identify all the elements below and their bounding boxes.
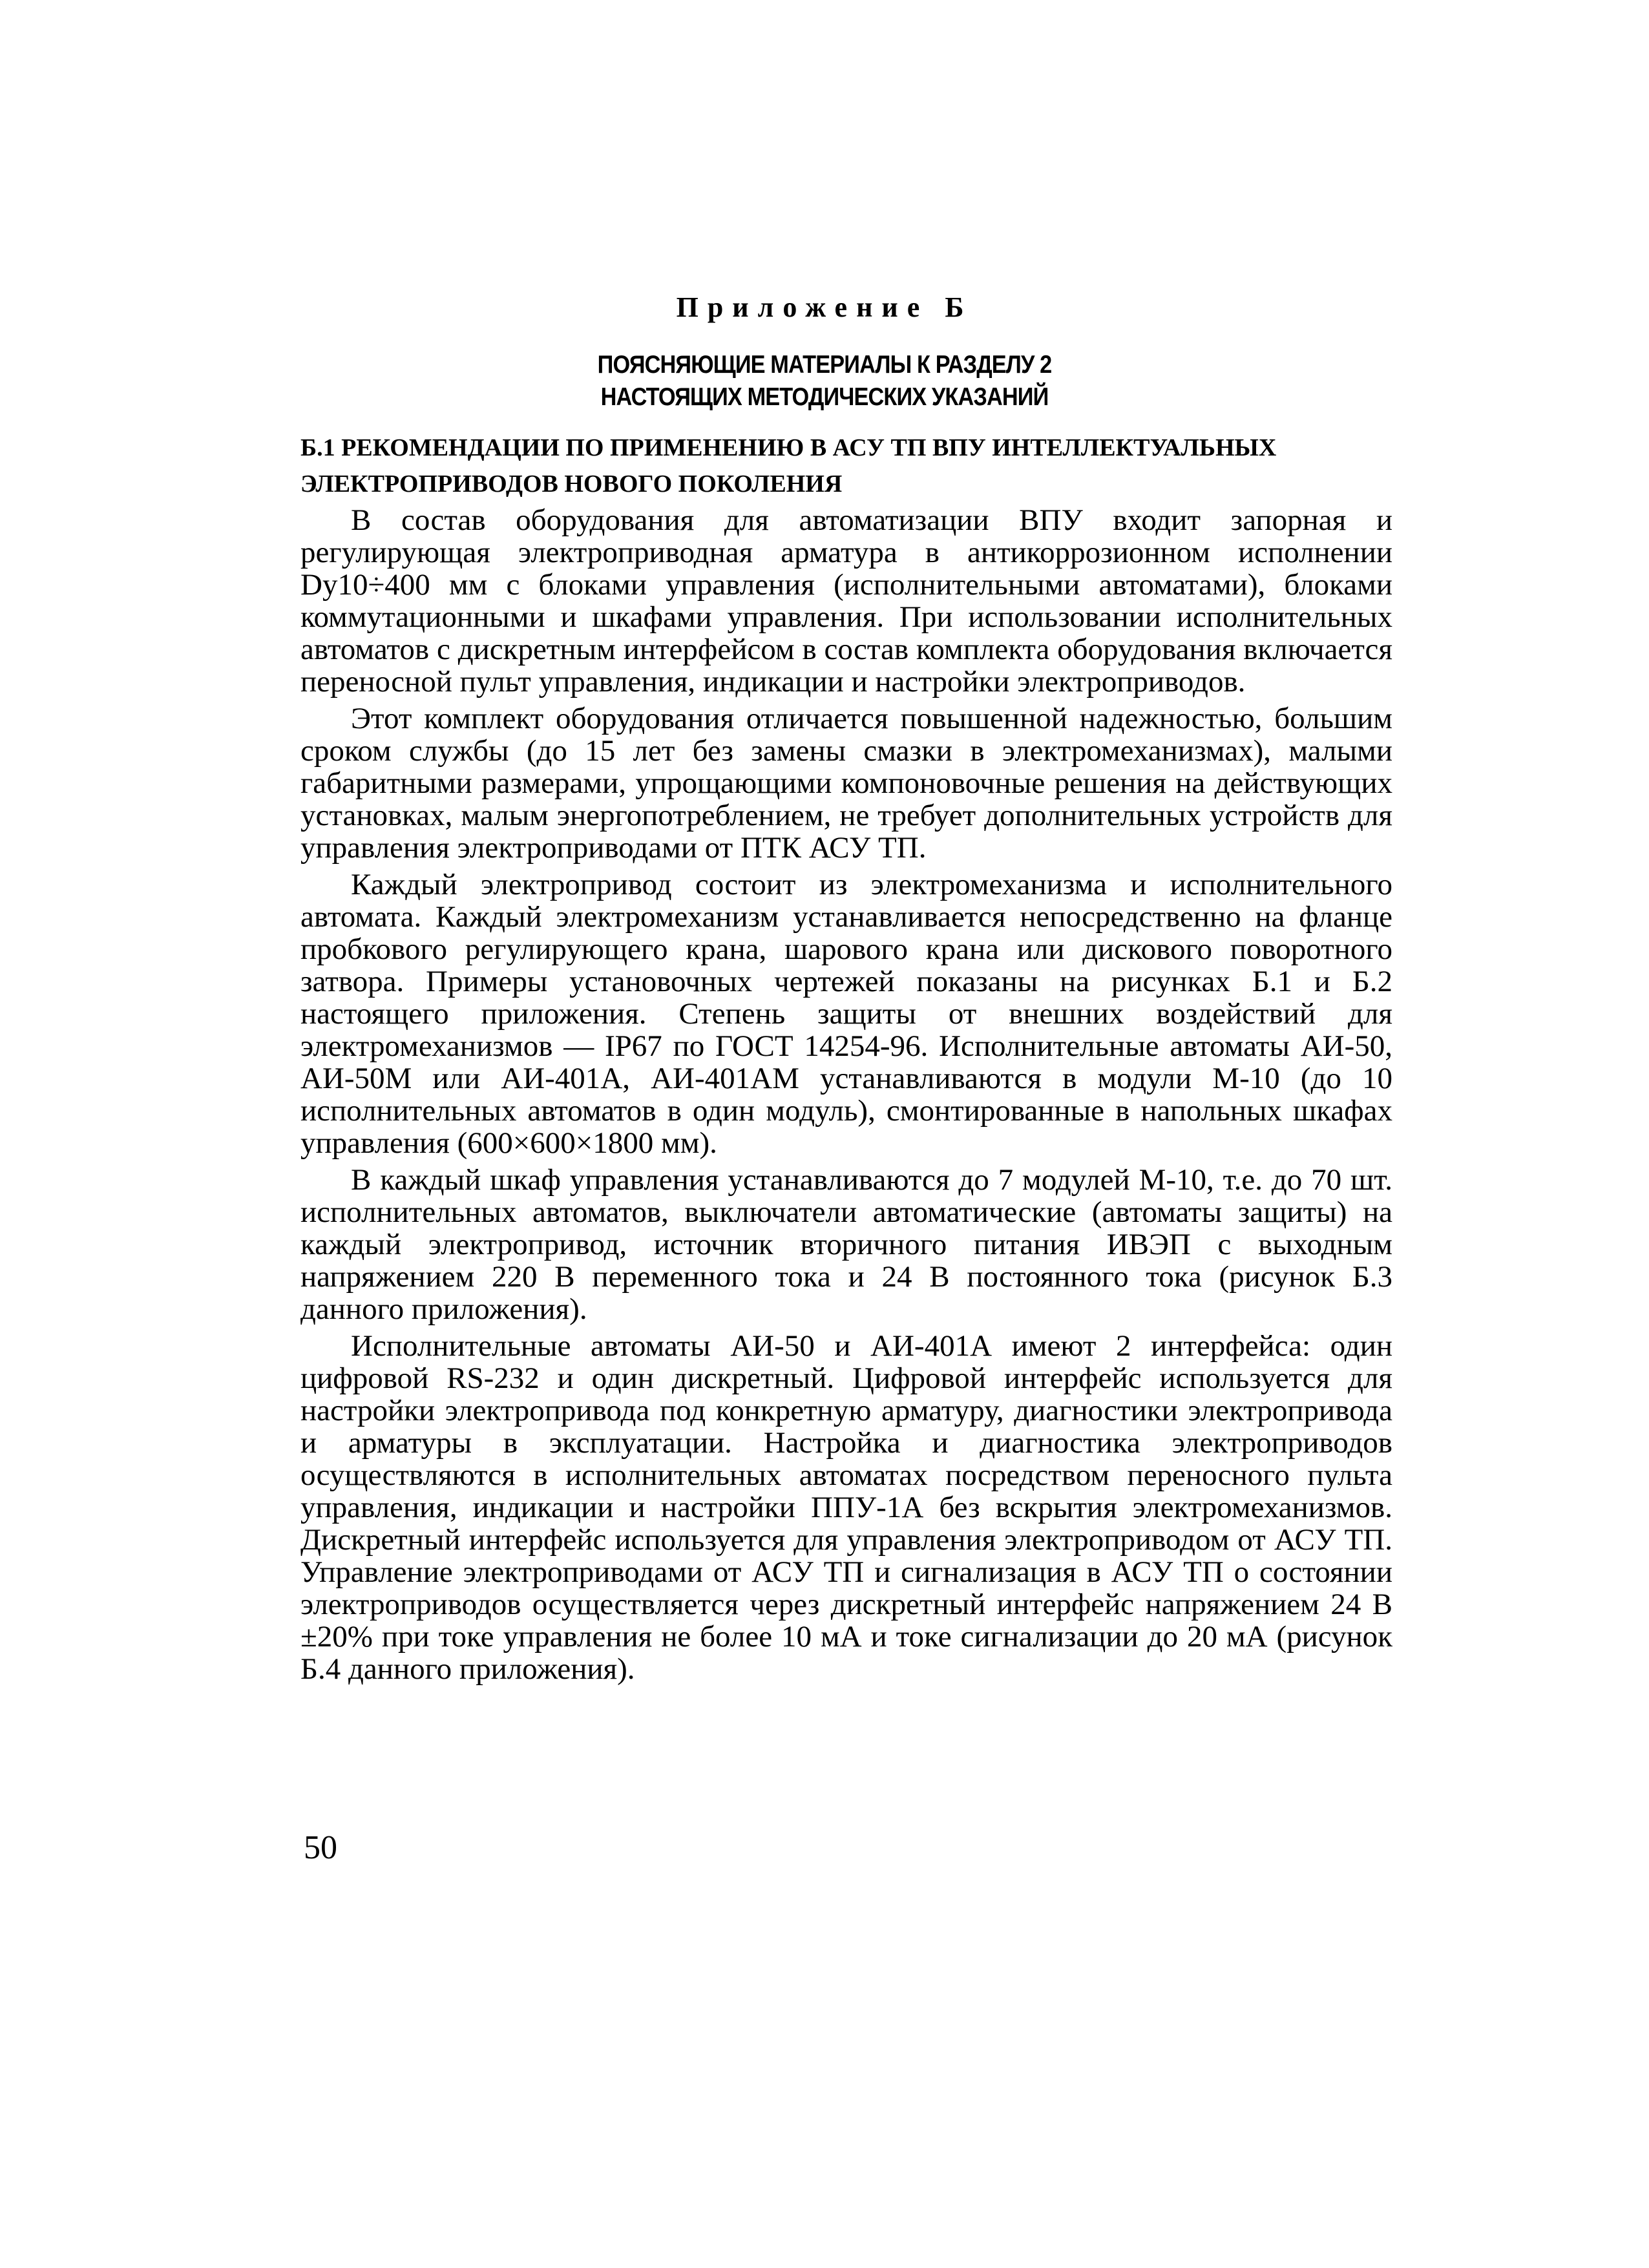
paragraph-5: Исполнительные автоматы АИ-50 и АИ-401А имеют 2 интерфейса: один цифровой RS-232 и один дискретный. Цифровой интерфейс используется для настройки электропривода под конкретную арматуру, диагностики электропривода и арматуры в эксплуатации. Настройка и диагностика электроприводов осуществляются в исполнительных автоматах посредством переносного пульта управления, индикации и настройки ППУ-1А без вскрытия электромеханизмов. Дискретный интерфейс используется для управления электроприводом от АСУ ТП. Управление электроприводами от АСУ ТП и сигнализация в АСУ ТП о состоянии электроприводов осуществляется через дискретный интерфейс напряжением 24 В ±20% при токе управления не более 10 мА и токе сигнализации до 20 мА (рисунок Б.4 данного приложения).: [300, 1329, 1392, 1686]
section-title-line-1: ПОЯСНЯЮЩИЕ МАТЕРИАЛЫ К РАЗДЕЛУ 2: [597, 351, 1052, 379]
subsection-title: Б.1 РЕКОМЕНДАЦИИ ПО ПРИМЕНЕНИЮ В АСУ ТП ВПУ ИНТЕЛЛЕКТУАЛЬНЫХ ЭЛЕКТРОПРИВОДОВ НОВОГО ПОКОЛЕНИЯ: [300, 434, 1277, 498]
paragraph-2: Этот комплект оборудования отличается повышенной надежностью, большим сроком службы (до 15 лет без замены смазки в электромеханизмах), малыми габаритными размерами, упрощающими компоновочные решения на действующих установках, малым энергопотреблением, не требует дополнительных устройств для управления электроприводами от ПТК АСУ ТП.: [300, 702, 1392, 865]
paragraph-1: В состав оборудования для автоматизации ВПУ входит запорная и регулирующая электроприводная арматура в антикоррозионном исполнении Dу10÷400 мм с блоками управления (исполнительными автоматами), блоками коммутационными и шкафами управления. При использовании исполнительных автоматов с дискретным интерфейсом в состав комплекта оборудования включается переносной пульт управления, индикации и настройки электроприводов.: [300, 503, 1392, 698]
paragraph-4: В каждый шкаф управления устанавливаются до 7 модулей М-10, т.е. до 70 шт. исполнительных автоматов, выключатели автоматические (автоматы защиты) на каждый электропривод, источник вторичного питания ИВЭП с выходным напряжением 220 В переменного тока и 24 В постоянного тока (рисунок Б.3 данного приложения).: [300, 1163, 1392, 1326]
appendix-label: Приложение Б: [676, 291, 973, 323]
section-title: [99, 349, 1550, 414]
body-text: [300, 504, 1392, 1690]
paragraph-3: Каждый электропривод состоит из электромеханизма и исполнительного автомата. Каждый электромеханизм устанавливается непосредственно на фланце пробкового регулирующего крана, шарового крана или дискового поворотного затвора. Примеры установочных чертежей показаны на рисунках Б.1 и Б.2 настоящего приложения. Степень защиты от внешних воздействий для электромеханизмов — IP67 по ГОСТ 14254-96. Исполнительные автоматы АИ-50, АИ-50М или АИ-401А, АИ-401АМ устанавливаются в модули М-10 (до 10 исполнительных автоматов в один модуль), смонтированные в напольных шкафах управления (600×600×1800 мм).: [300, 868, 1392, 1160]
page-number: 50: [304, 1829, 337, 1866]
section-title-line-2: НАСТОЯЩИХ МЕТОДИЧЕСКИХ УКАЗАНИЙ: [600, 383, 1049, 411]
